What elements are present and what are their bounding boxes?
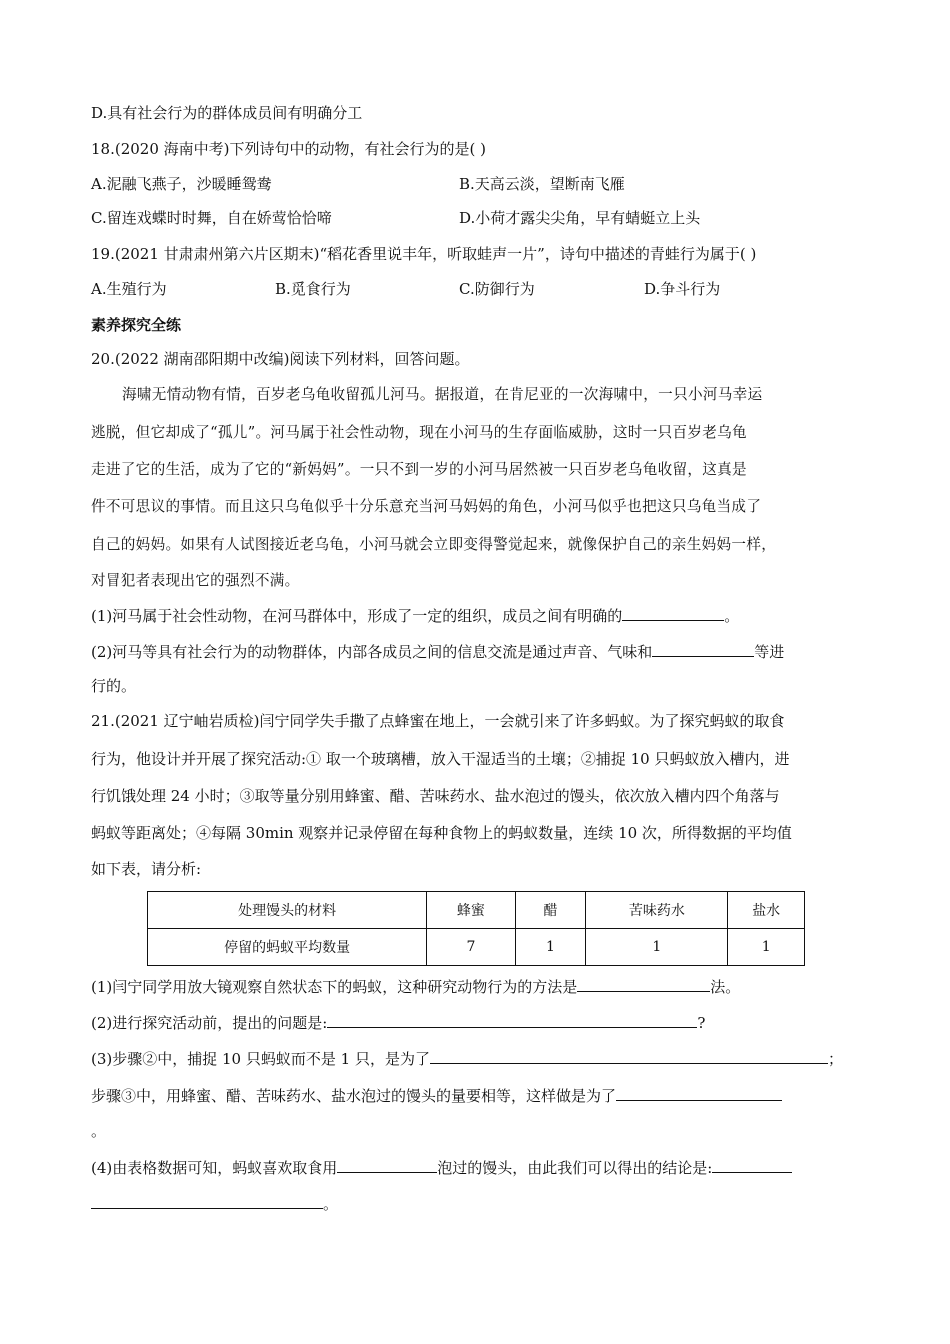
q21-sub1-text: (1)闫宁同学用放大镜观察自然状态下的蚂蚁，这种研究动物行为的方法是 — [91, 978, 578, 996]
q20-sub2 — [91, 640, 784, 662]
q21-sub3-text2: 步骤③中，用蜂蜜、醋、苦味药水、盐水泡过的馒头的量要相等，这样做是为了 — [91, 1087, 617, 1105]
q21-stem-line: 行为，他设计并开展了探究活动:① 取一个玻璃槽，放入干湿适当的土壤；②捕捉 10 只蚂蚁放入槽内，进 — [91, 750, 790, 768]
q21-sub2-end: ? — [697, 1014, 706, 1032]
q20-passage-line: 海啸无情动物有情，百岁老乌龟收留孤儿河马。据报道，在肯尼亚的一次海啸中，一只小河马幸运 — [122, 386, 763, 403]
table-cell: 处理馒头的材料 — [148, 892, 427, 929]
q20-passage-line: 逃脱，但它却成了“孤儿”。河马属于社会性动物，现在小河马的生存面临威胁，这时一只百岁老乌龟 — [91, 424, 747, 441]
q20-sub1-end: 。 — [724, 607, 740, 625]
q21-sub3-end: ； — [827, 1050, 843, 1068]
q21-sub3-part2 — [91, 1084, 782, 1106]
q20-sub1-text: (1)河马属于社会性动物，在河马群体中，形成了一定的组织，成员之间有明确的 — [91, 607, 623, 625]
table-cell: 醋 — [515, 892, 586, 929]
q21-sub4-cont — [91, 1192, 338, 1214]
q20-sub2-end: 等进 — [754, 643, 785, 661]
q19-option-c: C.防御行为 — [459, 280, 535, 298]
q20-sub1 — [91, 604, 739, 626]
q17-option-d: D.具有社会行为的群体成员间有明确分工 — [91, 104, 363, 122]
q21-sub3-end2: 。 — [91, 1122, 107, 1140]
table-cell: 盐水 — [728, 892, 805, 929]
q21-stem-line: 行饥饿处理 24 小时；③取等量分别用蜂蜜、醋、苦味药水、盐水泡过的馒头，依次放入槽内四个角落与 — [91, 787, 780, 805]
q21-stem-line: 21.(2021 辽宁岫岩质检)闫宁同学失手撒了点蜂蜜在地上，一会就引来了许多蚂蚁。为了探究蚂蚁的取食 — [91, 712, 785, 730]
q19-option-d: D.争斗行为 — [644, 280, 721, 298]
answer-blank[interactable] — [616, 1084, 782, 1101]
q21-sub2 — [91, 1011, 705, 1033]
answer-blank[interactable] — [577, 975, 710, 992]
table-cell: 蜂蜜 — [427, 892, 515, 929]
table-header-row — [148, 892, 805, 929]
q20-passage-line: 件不可思议的事情。而且这只乌龟似乎十分乐意充当河马妈妈的角色，小河马似乎也把这只乌龟当成了 — [91, 498, 762, 515]
q21-sub4-text2: 泡过的馒头，由此我们可以得出的结论是: — [437, 1159, 713, 1177]
q19-option-a: A.生殖行为 — [91, 280, 167, 298]
q20-sub2-text: (2)河马等具有社会行为的动物群体，内部各成员之间的信息交流是通过声音、气味和 — [91, 643, 653, 661]
q21-sub2-text: (2)进行探究活动前，提出的问题是: — [91, 1014, 328, 1032]
answer-blank[interactable] — [712, 1156, 792, 1173]
table-cell: 7 — [427, 929, 515, 966]
table-cell: 1 — [728, 929, 805, 966]
q19-option-b: B.觅食行为 — [275, 280, 351, 298]
q18-stem: 18.(2020 海南中考)下列诗句中的动物，有社会行为的是( ) — [91, 140, 486, 158]
answer-blank[interactable] — [622, 604, 724, 621]
answer-blank[interactable] — [337, 1156, 437, 1173]
table-row — [148, 929, 805, 966]
q18-option-b: B.天高云淡，望断南飞雁 — [459, 175, 625, 193]
table-cell: 1 — [586, 929, 728, 966]
q19-stem: 19.(2021 甘肃肃州第六片区期末)“稻花香里说丰年，听取蛙声一片”，诗句中描述的青蛙行为属于( ) — [91, 245, 757, 263]
q18-option-d: D.小荷才露尖尖角，早有蜻蜓立上头 — [459, 209, 701, 227]
q21-sub1-end: 法。 — [710, 978, 741, 996]
table-cell: 1 — [515, 929, 586, 966]
q21-sub4 — [91, 1156, 792, 1178]
q21-stem-line: 蚂蚁等距离处；④每隔 30min 观察并记录停留在每种食物上的蚂蚁数量，连续 10 次，所得数据的平均值 — [91, 824, 792, 842]
q20-passage-line: 走进了它的生活，成为了它的“新妈妈”。一只不到一岁的小河马居然被一只百岁老乌龟收留，这真是 — [91, 461, 747, 478]
ant-data-table — [147, 891, 805, 966]
q20-sub2-cont: 行的。 — [91, 677, 137, 695]
q21-sub3 — [91, 1047, 843, 1069]
q21-sub4-end: 。 — [323, 1195, 339, 1213]
answer-blank[interactable] — [327, 1011, 697, 1028]
q21-sub3-text: (3)步骤②中，捕捉 10 只蚂蚁而不是 1 只，是为了 — [91, 1050, 430, 1068]
q21-sub4-text: (4)由表格数据可知，蚂蚁喜欢取食用 — [91, 1159, 338, 1177]
table-cell: 停留的蚂蚁平均数量 — [148, 929, 427, 966]
q18-option-a: A.泥融飞燕子，沙暖睡鸳鸯 — [91, 175, 272, 193]
answer-blank[interactable] — [652, 640, 754, 657]
q21-sub1 — [91, 975, 740, 997]
q21-stem-line: 如下表，请分析: — [91, 860, 202, 878]
q20-passage-line: 对冒犯者表现出它的强烈不满。 — [91, 572, 300, 589]
answer-blank[interactable] — [430, 1047, 828, 1064]
table-cell: 苦味药水 — [586, 892, 728, 929]
q20-stem: 20.(2022 湖南邵阳期中改编)阅读下列材料，回答问题。 — [91, 350, 470, 368]
q18-option-c: C.留连戏蝶时时舞，自在娇莺恰恰啼 — [91, 209, 332, 227]
section-title: 素养探究全练 — [91, 316, 182, 334]
answer-blank[interactable] — [91, 1192, 323, 1209]
q20-passage-line: 自己的妈妈。如果有人试图接近老乌龟，小河马就会立即变得警觉起来，就像保护自己的亲生妈妈一样， — [91, 536, 777, 553]
